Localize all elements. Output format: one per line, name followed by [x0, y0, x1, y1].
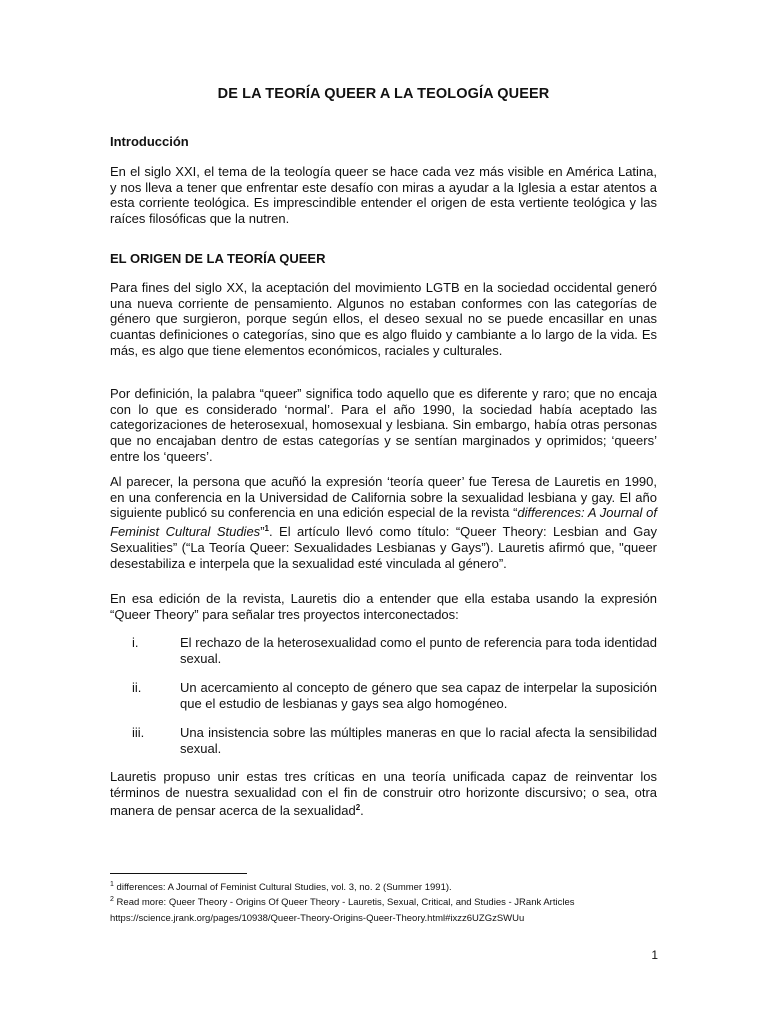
paragraph-3-text-a: Al parecer, la persona que acuñó la expresión ‘teoría queer’ fue Teresa de Lauretis en 1990, en una conferencia en la Universidad de California sobre la sexualidad lesbiana y gay. El año siguiente publicó su conferencia en una edición especial de la revista “	[110, 474, 657, 521]
paragraph-5-text: Lauretis propuso unir estas tres críticas en una teoría unificada capaz de reinventar los términos de nuestra sexualidad con el fin de construir otro horizonte discursivo; o sea, otra manera de pensar acerca de la sexualidad	[110, 769, 657, 819]
list-item-text: El rechazo de la heterosexualidad como el punto de referencia para toda identidad sexual.	[180, 635, 657, 666]
paragraph-5-end: .	[360, 803, 364, 819]
intro-heading: Introducción	[110, 134, 189, 149]
footnote-2-number: 2	[110, 896, 114, 903]
paragraph-3-text-c: . El artículo llevó como título: “Queer Theory: Lesbian and Gay Sexualities” (“La Teoría Queer: Sexualidades Lesbianas y Gays”). Lauretis afirmó que, "queer desestabiliza e interpela que la sexualidad esté vinculada al género”.	[110, 524, 658, 571]
list-item-text: Un acercamiento al concepto de género que sea capaz de interpelar la suposición que el estudio de lesbianas y gays sea algo homogéneo.	[180, 680, 657, 711]
footnote-1-text: differences: A Journal of Feminist Cultural Studies, vol. 3, no. 2 (Summer 1991).	[113, 882, 452, 893]
document-title: DE LA TEORÍA QUEER A LA TEOLOGÍA QUEER	[217, 86, 550, 102]
paragraph-3-text-b: ”	[260, 524, 265, 540]
paragraph-1: Para fines del siglo XX, la aceptación del movimiento LGTB en la sociedad occidental generó una nueva corriente de pensamiento. Algunos no estaban conformes con las categorías de género que surgieron, porque según ellos, el deseo sexual no se puede encasillar en unas cuantas definiciones o categorías, sino que es algo fluido y cambiante a lo largo de la vida. Es más, es algo que tiene elementos económicos, raciales y culturales.	[110, 280, 657, 358]
paragraph-3	[110, 474, 657, 571]
paragraph-2: Por definición, la palabra “queer” significa todo aquello que es diferente y raro; que no encaja con lo que es considerado ‘normal’. Para el año 1990, la sociedad había aceptado las categorizaciones de heterosexual, homosexual y lesbiana. Sin embargo, había otras personas que no encajaban dentro de estas categorías y se sentían marginados y oprimidos; ‘queers’ entre los ‘queers’.	[110, 386, 657, 464]
page-number: 1	[651, 948, 658, 962]
intro-paragraph: En el siglo XXI, el tema de la teología queer se hace cada vez más visible en América Latina, y nos lleva a tener que enfrentar este desafío con miras a ayudar a la Iglesia a estar atentos a esta corriente teológica. Es imprescindible entender el origen de esta vertiente teológica y las raíces filosóficas que la nutren.	[110, 164, 657, 227]
journal-title: differences: A Journal of Feminist Cultural Studies	[110, 505, 657, 540]
list-item-number: iii.	[132, 725, 145, 740]
footnote-ref-2[interactable]: 2	[355, 803, 361, 813]
list-item-number: ii.	[132, 680, 142, 695]
list-item-text: Una insistencia sobre las múltiples maneras en que lo racial afecta la sensibilidad sexual.	[180, 725, 657, 756]
footnote-2-text[interactable]: Read more: Queer Theory - Origins Of Queer Theory - Lauretis, Sexual, Critical, and Studies - JRank Articles https://science.jrank.org/pages/10938/Queer-Theory-Origins-Queer-Theory.html#ixzz6UZGzSWUu	[110, 897, 575, 924]
footnote-separator	[110, 873, 247, 874]
list-item-number: i.	[132, 635, 139, 650]
footnote-ref-1[interactable]: 1	[264, 524, 269, 534]
paragraph-4: En esa edición de la revista, Lauretis dio a entender que ella estaba usando la expresión “Queer Theory” para señalar tres proyectos interconectados:	[110, 591, 657, 622]
paragraph-5	[110, 769, 657, 819]
origin-heading: EL ORIGEN DE LA TEORÍA QUEER	[110, 251, 326, 266]
footnote-2	[110, 892, 657, 926]
footnote-1-number: 1	[110, 881, 114, 888]
